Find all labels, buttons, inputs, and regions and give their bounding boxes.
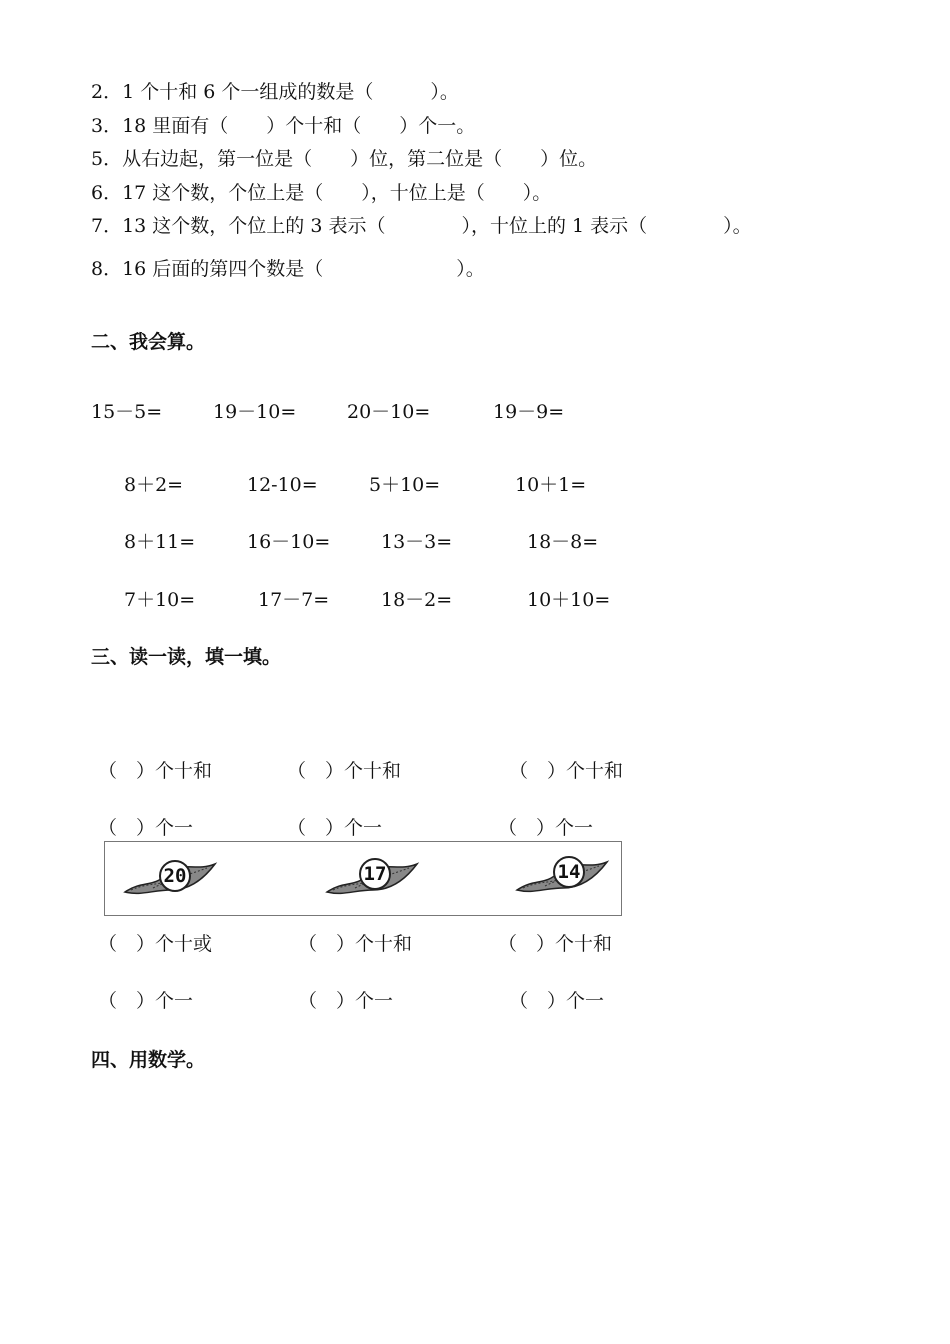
question-7: 7．13 这个数，个位上的 3 表示（ ），十位上的 1 表示（ ）。	[91, 215, 752, 237]
question-6: 6．17 这个数，个位上是（ ），十位上是（ ）。	[91, 182, 552, 204]
fill-blank-ones: （ ）个一	[498, 817, 594, 839]
badge-number: 14	[553, 856, 585, 888]
fill-blank-tens: （ ）个十和	[509, 760, 624, 782]
fill-blank-ones: （ ）个一	[98, 990, 194, 1012]
equation: 15－5=	[91, 401, 163, 423]
equation: 16－10=	[247, 531, 331, 553]
question-2: 2．1 个十和 6 个一组成的数是（ ）。	[91, 81, 459, 103]
equation: 10＋10=	[527, 589, 611, 611]
equation: 12-10=	[247, 474, 318, 496]
fill-blank-tens: （ ）个十或	[98, 933, 213, 955]
fill-blank-ones: （ ）个一	[287, 817, 383, 839]
badge-number: 20	[159, 860, 191, 892]
section-2-heading: 二、我会算。	[91, 331, 206, 353]
number-picture-frame	[104, 841, 622, 916]
question-5: 5．从右边起，第一位是（ ）位，第二位是（ ）位。	[91, 148, 598, 170]
fill-blank-ones: （ ）个一	[98, 817, 194, 839]
equation: 18－2=	[381, 589, 453, 611]
fill-blank-tens: （ ）个十和	[298, 933, 413, 955]
equation: 13－3=	[381, 531, 453, 553]
equation: 8＋11=	[124, 531, 196, 553]
equation: 19－10=	[213, 401, 297, 423]
number-badge-17	[325, 850, 421, 902]
fill-blank-tens: （ ）个十和	[98, 760, 213, 782]
equation: 18－8=	[527, 531, 599, 553]
fill-blank-ones: （ ）个一	[509, 990, 605, 1012]
number-badge-20	[123, 850, 219, 902]
equation: 7＋10=	[124, 589, 196, 611]
fill-blank-tens: （ ）个十和	[498, 933, 613, 955]
question-3: 3．18 里面有（ ）个十和（ ）个一。	[91, 115, 476, 137]
equation: 19－9=	[493, 401, 565, 423]
equation: 20－10=	[347, 401, 431, 423]
section-3-heading: 三、读一读，填一填。	[91, 646, 282, 668]
equation: 10＋1=	[515, 474, 587, 496]
fill-blank-tens: （ ）个十和	[287, 760, 402, 782]
question-8: 8．16 后面的第四个数是（ ）。	[91, 258, 485, 280]
fill-blank-ones: （ ）个一	[298, 990, 394, 1012]
badge-number: 17	[359, 858, 391, 890]
equation: 5＋10=	[369, 474, 441, 496]
equation: 8＋2=	[124, 474, 184, 496]
section-4-heading: 四、用数学。	[91, 1049, 206, 1071]
number-badge-14	[515, 848, 611, 900]
equation: 17－7=	[258, 589, 330, 611]
